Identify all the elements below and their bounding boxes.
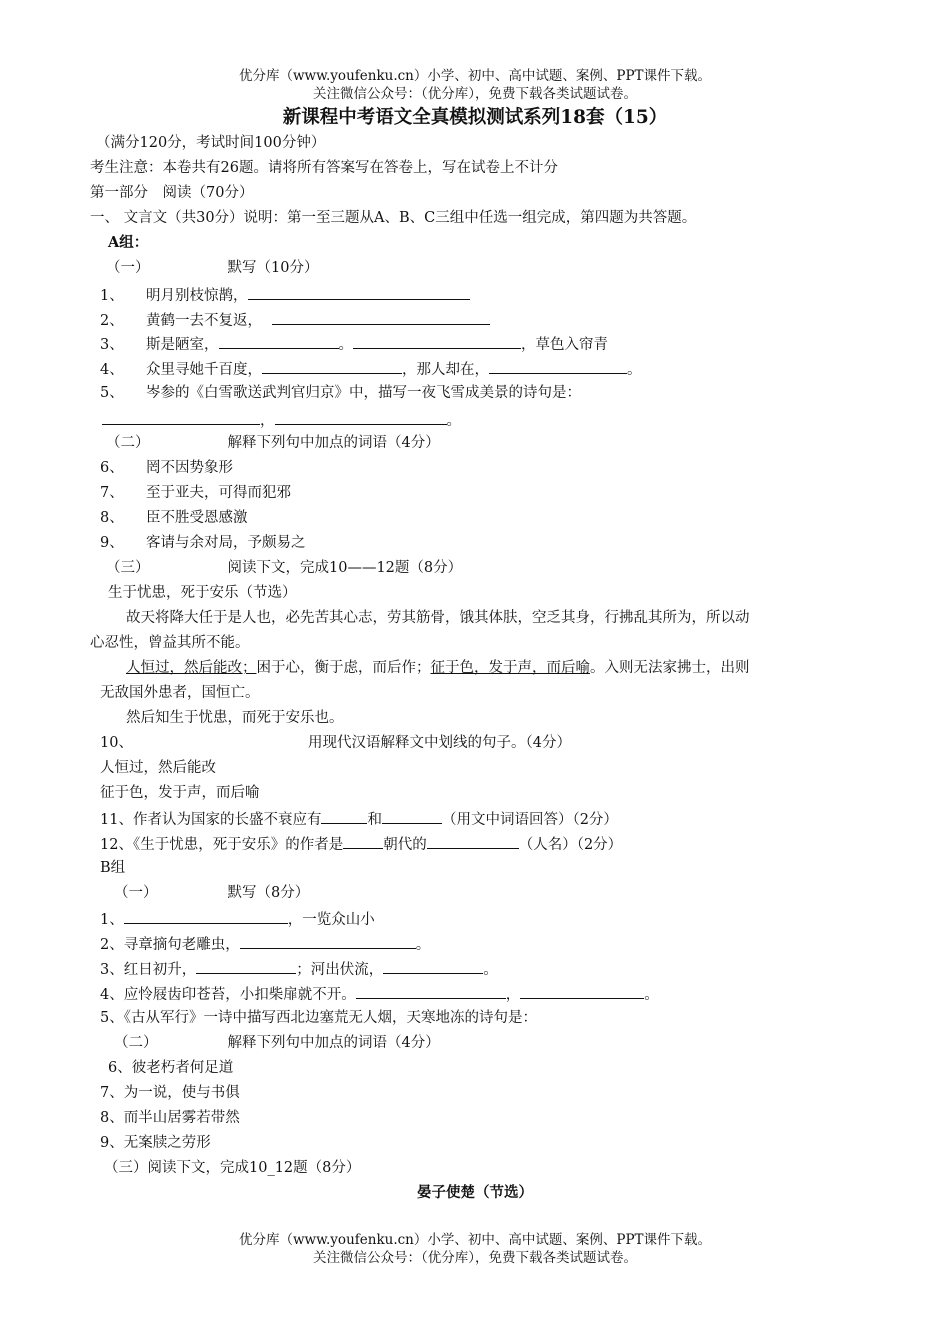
underlined-sentence-2: 征于色，发于声，而后喻 [430, 660, 590, 676]
answer-blank[interactable] [343, 834, 383, 849]
question-text: 臣不胜受恩感激 [146, 510, 248, 526]
group-b-sub1-title: 默写（8分） [227, 885, 310, 901]
answer-blank[interactable] [219, 334, 339, 349]
question-b9: 9、无案牍之劳形 [100, 1135, 211, 1151]
punctuation: 。 [338, 337, 353, 353]
group-b-sub2 [114, 1034, 440, 1052]
question-number: 10、 [100, 735, 133, 751]
answer-blank[interactable] [102, 410, 260, 425]
punctuation: 。 [644, 987, 659, 1003]
question-text-mid: ，那人却在， [402, 362, 489, 378]
answer-blank[interactable] [382, 809, 442, 824]
question-text: 11、作者认为国家的长盛不衰应有 [100, 812, 322, 828]
question-a3 [100, 334, 608, 354]
question-b2 [100, 934, 430, 954]
question-text: （用文中词语回答）（2分） [441, 812, 618, 828]
question-text: ，一览众山小 [287, 912, 375, 928]
question-text: 黄鹤一去不复返， [146, 313, 262, 329]
question-text: 用现代汉语解释文中划线的句子。（4分） [308, 735, 571, 751]
answer-blank[interactable] [427, 834, 519, 849]
punctuation: ， [505, 987, 521, 1003]
passage-text: 。入则无法家拂士，出则 [590, 660, 750, 676]
punctuation: 。 [415, 937, 431, 953]
footer-line-1: 优分库（www.youfenku.cn）小学、初中、高中试题、案例、PPT课件下载。 [238, 1232, 712, 1248]
passage-para1-line2: 心忍性，曾益其所不能。 [90, 635, 250, 651]
question-number: 5、 [100, 385, 124, 401]
question-text: 罔不因势象形 [146, 460, 233, 476]
underlined-sentence-1: 人恒过，然后能改； [126, 660, 257, 676]
question-number: 3、 [100, 337, 124, 353]
question-a5 [100, 384, 581, 402]
question-b5: 5、《古从军行》一诗中描写西北边塞荒无人烟，天寒地冻的诗句是： [100, 1010, 537, 1026]
question-text: 和 [367, 812, 382, 828]
group-a-sub3 [106, 559, 462, 577]
part-one-heading: 第一部分 阅读（70分） [90, 185, 254, 201]
passage-para1-line1: 故天将降大任于是人也，必先苦其心志，劳其筋骨，饿其体肤，空乏其身，行拂乱其所为，所以动 [126, 610, 750, 626]
question-a10 [100, 734, 571, 752]
question-text: 岑参的《白雪歌送武判官归京》中，描写一夜飞雪成美景的诗句是： [146, 385, 581, 401]
question-text: 2、寻章摘句老雕虫， [100, 937, 240, 953]
question-a2 [100, 310, 490, 330]
punctuation: 。 [627, 362, 642, 378]
footer-line-2: 关注微信公众号：（优分库），免费下载各类试题试卷。 [313, 1250, 637, 1266]
answer-blank[interactable] [383, 959, 483, 974]
question-a11 [100, 809, 618, 829]
question-text: 斯是陋室， [146, 337, 219, 353]
question-number: 6、 [100, 460, 124, 476]
question-text-end: ，草色入帘青 [521, 337, 608, 353]
header-line-2: 关注微信公众号：（优分库），免费下载各类试题试卷。 [313, 86, 637, 102]
question-text: 1、 [100, 912, 124, 928]
group-a-sub1 [106, 259, 318, 277]
group-a-label: A组： [108, 234, 149, 251]
answer-blank[interactable] [124, 909, 288, 924]
group-a-sub2-num: （二） [106, 435, 150, 451]
answer-blank[interactable] [489, 359, 627, 374]
question-b4 [100, 984, 659, 1004]
group-b-sub3: （三）阅读下文，完成10_12题（8分） [104, 1160, 361, 1176]
answer-blank[interactable] [196, 959, 296, 974]
answer-blank[interactable] [353, 334, 521, 349]
group-a-sub3-title: 阅读下文，完成10——12题（8分） [227, 560, 463, 576]
group-b-sub2-title: 解释下列句中加点的词语（4分） [227, 1035, 440, 1051]
answer-blank[interactable] [321, 809, 367, 824]
punctuation: 。 [483, 962, 498, 978]
question-number: 4、 [100, 362, 124, 378]
question-number: 7、 [100, 485, 124, 501]
answer-blank[interactable] [248, 285, 470, 300]
question-a9 [100, 534, 306, 552]
group-a-sub1-num: （一） [106, 260, 150, 276]
answer-blank[interactable] [275, 410, 447, 425]
section-one-heading: 一、 文言文（共30分）说明：第一至三题从A、B、C三组中任选一组完成，第四题为共答题。 [90, 210, 697, 226]
answer-blank[interactable] [240, 934, 416, 949]
question-a10-item2: 征于色，发于声，而后喻 [100, 785, 260, 801]
group-a-sub3-num: （三） [106, 560, 150, 576]
group-a-sub2-title: 解释下列句中加点的词语（4分） [227, 435, 440, 451]
question-number: 2、 [100, 313, 124, 329]
question-a10-item1: 人恒过，然后能改 [100, 760, 216, 776]
group-b-sub1 [114, 884, 309, 902]
notice: 考生注意：本卷共有26题。请将所有答案写在答卷上，写在试卷上不计分 [90, 160, 558, 176]
question-b1 [100, 909, 375, 929]
question-text: （人名）（2分） [518, 837, 623, 853]
passage-title-a: 生于忧患，死于安乐（节选） [108, 585, 297, 601]
group-a-sub1-title: 默写（10分） [227, 260, 319, 276]
page-title: 新课程中考语文全真模拟测试系列18套（15） [282, 107, 668, 128]
header-line-1: 优分库（www.youfenku.cn）小学、初中、高中试题、案例、PPT课件下载。 [238, 68, 712, 84]
question-b3 [100, 959, 498, 979]
question-a6 [100, 459, 233, 477]
question-number: 8、 [100, 510, 124, 526]
passage-para3: 然后知生于忧患，而死于安乐也。 [126, 710, 344, 726]
question-a8 [100, 509, 248, 527]
question-text: 朝代的 [383, 837, 427, 853]
passage-para2-line2: 无敌国外患者，国恒亡。 [100, 685, 260, 701]
punctuation: ， [260, 413, 275, 429]
group-b-sub2-num: （二） [114, 1035, 158, 1051]
question-text: 客请与余对局，予颇易之 [146, 535, 306, 551]
question-a12 [100, 834, 622, 854]
question-number: 9、 [100, 535, 124, 551]
group-b-sub1-num: （一） [114, 885, 158, 901]
answer-blank[interactable] [262, 359, 402, 374]
question-text: 至于亚夫，可得而犯邪 [146, 485, 291, 501]
passage-para2-line1 [126, 659, 750, 677]
question-text: 明月别枝惊鹊， [146, 288, 248, 304]
group-b-label: B组 [100, 860, 126, 876]
question-text: 12、《生于忧患，死于安乐》的作者是 [100, 837, 344, 853]
answer-blank[interactable] [356, 984, 506, 999]
question-b6: 6、彼老朽者何足道 [108, 1060, 234, 1076]
question-text: ；河出伏流， [296, 962, 384, 978]
punctuation: 。 [446, 413, 461, 429]
answer-blank[interactable] [272, 310, 490, 325]
question-b8: 8、而半山居雾若带然 [100, 1110, 240, 1126]
passage-title-b: 晏子使楚（节选） [417, 1184, 533, 1201]
answer-blank[interactable] [520, 984, 644, 999]
question-text: 4、应怜屐齿印苍苔，小扣柴扉就不开。 [100, 987, 356, 1003]
group-a-sub2 [106, 434, 440, 452]
question-a1 [100, 285, 470, 305]
question-b7: 7、为一说，使与书俱 [100, 1085, 240, 1101]
question-text: 众里寻她千百度， [146, 362, 262, 378]
exam-info: （满分120分，考试时间100分钟） [96, 135, 326, 151]
question-number: 1、 [100, 288, 124, 304]
question-a5-answers [102, 410, 461, 430]
passage-text: 困于心，衡于虑，而后作； [256, 660, 431, 676]
question-text: 3、红日初升， [100, 962, 197, 978]
question-a7 [100, 484, 291, 502]
question-a4 [100, 359, 642, 379]
